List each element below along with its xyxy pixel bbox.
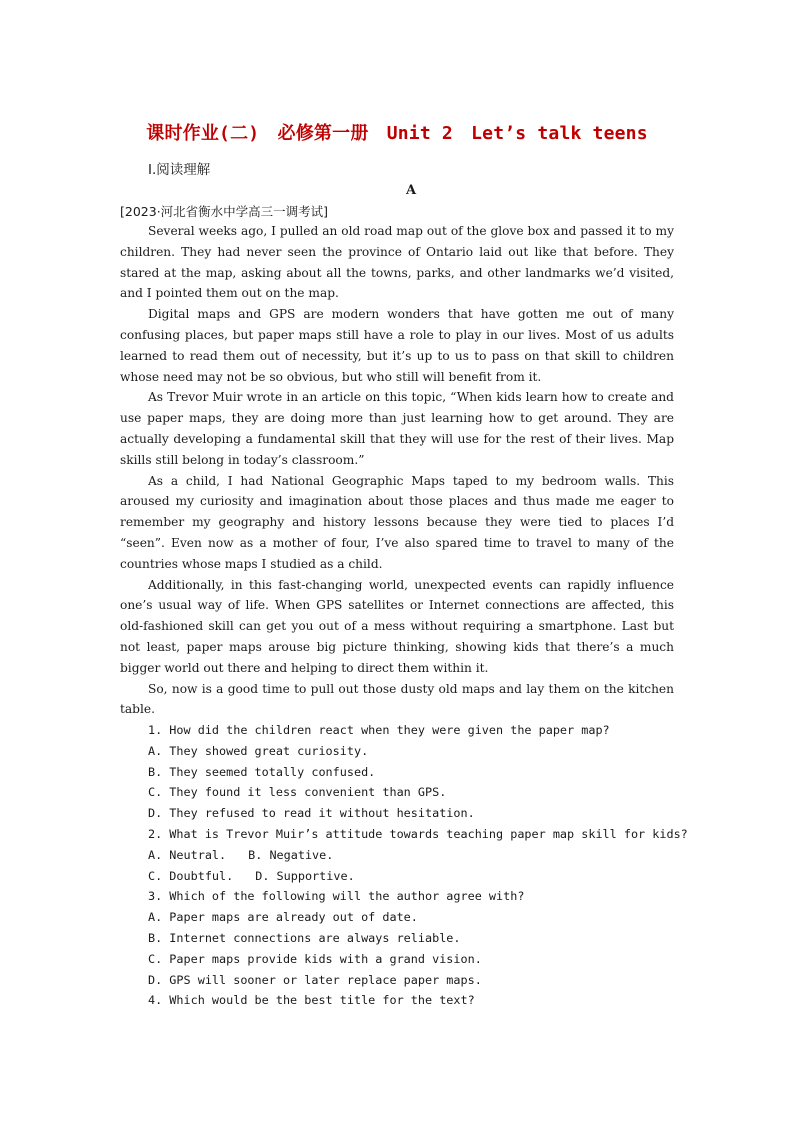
- question-stem: 2. What is Trevor Muir’s attitude towards teaching paper map skill for kids?: [148, 826, 688, 841]
- answer-option: B. They seemed totally confused.: [148, 764, 376, 779]
- paragraph: As Trevor Muir wrote in an article on this topic, “When kids learn how to create and use paper maps, they are doing more than just learning how to get around. They are actually developing a fundamental skill that they will use for the rest of their lives. Map skills still belong in today’s classroom.”: [120, 390, 674, 467]
- page-title: 课时作业(二) 必修第一册 Unit 2 Let’s talk teens: [146, 123, 648, 144]
- answer-option: D. Supportive.: [255, 868, 355, 883]
- answer-option: C. Doubtful.: [148, 868, 234, 883]
- answer-option: B. Negative.: [248, 847, 334, 862]
- passage-source: [2023·河北省衡水中学高三一调考试]: [120, 204, 329, 219]
- passage-label: A: [405, 183, 417, 198]
- paragraph: Additionally, in this fast-changing world, unexpected events can rapidly influence one’s usual way of life. When GPS satellites or Internet connections are affected, this old-fashioned skill can get you out of a mess without requiring a smartphone. Last but not least, paper maps arouse big picture thinking, showing kids that there’s a much bigger world out there and helping to direct them within it.: [120, 577, 674, 675]
- answer-option: A. They showed great curiosity.: [148, 743, 369, 758]
- answer-option: D. They refused to read it without hesitation.: [148, 806, 475, 821]
- answer-option: C. Paper maps provide kids with a grand vision.: [148, 951, 482, 966]
- question-stem: 1. How did the children react when they were given the paper map?: [148, 723, 610, 737]
- question-list: [120, 720, 688, 1011]
- answer-option: C. They found it less convenient than GPS.: [148, 785, 447, 800]
- question-stem: 4. Which would be the best title for the text?: [148, 993, 475, 1008]
- question-stem: 3. Which of the following will the author agree with?: [148, 889, 525, 904]
- paragraph: As a child, I had National Geographic Maps taped to my bedroom walls. This aroused my curiosity and imagination about those places and thus made me eager to remember my geography and history lessons because they were tied to places I’d “seen”. Even now as a mother of four, I’ve also spared time to travel to many of the countries whose maps I studied as a child.: [120, 473, 674, 571]
- answer-option: A. Paper maps are already out of date.: [148, 910, 418, 925]
- answer-option: A. Neutral.: [148, 847, 227, 862]
- answer-option-row: [120, 845, 680, 866]
- paragraph: Several weeks ago, I pulled an old road map out of the glove box and passed it to my children. They had never seen the province of Ontario laid out like that before. They stared at the map, asking about all the towns, parks, and other landmarks we’d visited, and I pointed them out on the map.: [120, 224, 674, 301]
- passage-body: [120, 221, 674, 720]
- section-heading: Ⅰ.阅读理解: [148, 162, 211, 178]
- paragraph: So, now is a good time to pull out those dusty old maps and lay them on the kitchen table.: [120, 681, 674, 717]
- answer-option: B. Internet connections are always reliable.: [148, 930, 461, 945]
- answer-option: D. GPS will sooner or later replace paper maps.: [148, 972, 482, 987]
- paragraph: Digital maps and GPS are modern wonders that have gotten me out of many confusing places, but paper maps still have a role to play in our lives. Most of us adults learned to read them out of necessity, but it’s up to us to pass on that skill to children whose need may not be so obvious, but who still will benefit from it.: [120, 307, 674, 384]
- answer-option-row: [120, 866, 680, 887]
